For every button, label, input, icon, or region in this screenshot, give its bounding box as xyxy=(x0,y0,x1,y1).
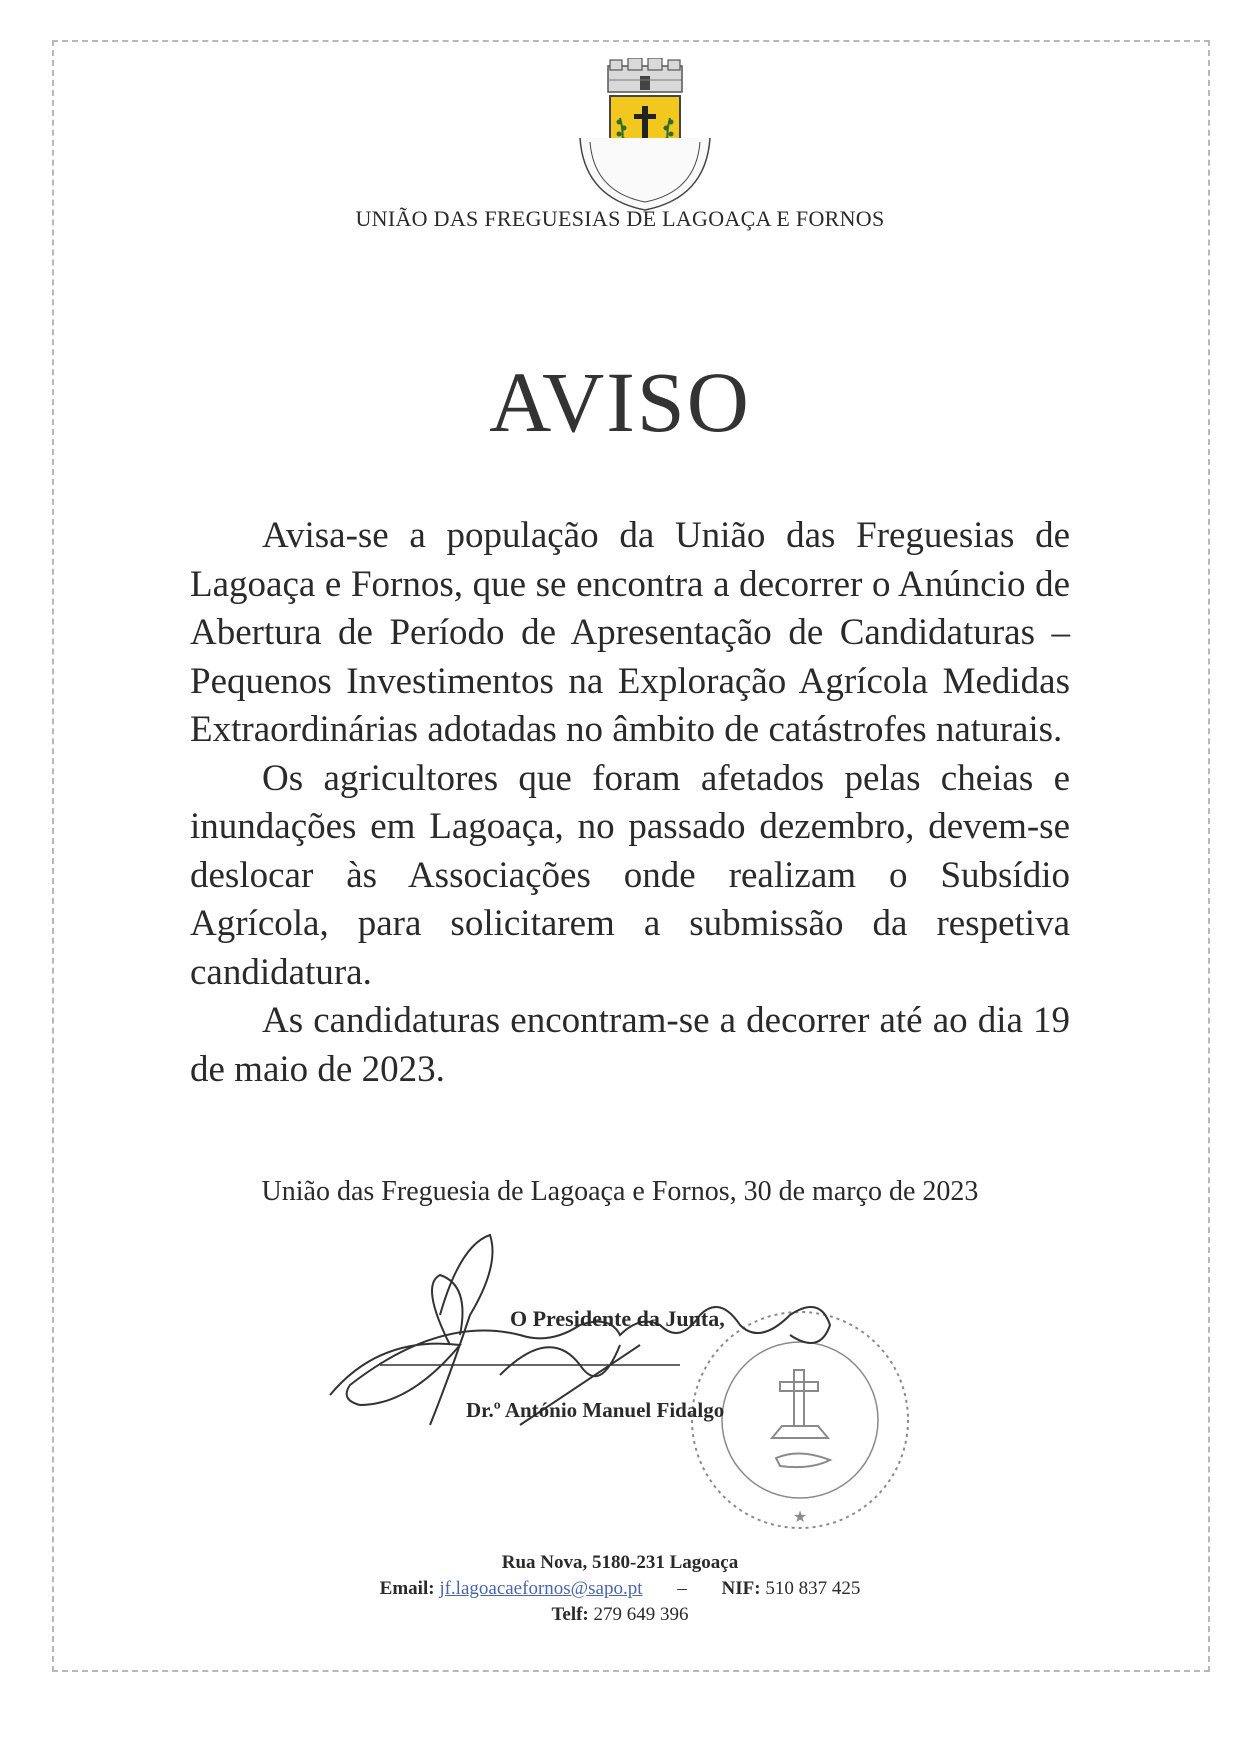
email-label: Email: xyxy=(379,1578,435,1599)
signatory-name: Dr.º António Manuel Fidalgo xyxy=(466,1398,725,1422)
notice-body xyxy=(190,512,1070,1094)
footer-phone-line xyxy=(0,1602,1240,1628)
separator: – xyxy=(677,1578,687,1599)
place-date-line: União das Freguesia de Lagoaça e Fornos, 30 de março de 2023 xyxy=(261,1176,979,1207)
organization-name: UNIÃO DAS FREGUESIAS DE LAGOAÇA E FORNOS xyxy=(355,206,885,231)
page-title: AVISO xyxy=(489,354,751,450)
signatory-title: O Presidente da Junta, xyxy=(510,1306,725,1331)
phone-label: Telf: xyxy=(551,1604,589,1625)
footer-email-nif-line xyxy=(0,1576,1240,1602)
email-link[interactable]: jf.lagoacaefornos@sapo.pt xyxy=(439,1578,643,1599)
notice-paragraph-2: Os agricultores que foram afetados pelas cheias e inundações em Lagoaça, no passado dezembro, devem-se deslocar às Associações onde realizam o Subsídio Agrícola, para solicitarem a submissão da respetiva candidatura. xyxy=(190,757,1070,993)
nif-label: NIF: xyxy=(721,1578,761,1599)
phone-value: 279 649 396 xyxy=(593,1604,689,1625)
nif-value: 510 837 425 xyxy=(765,1578,861,1599)
notice-paragraph-1: Avisa-se a população da União das Freguesias de Lagoaça e Fornos, que se encontra a decorrer o Anúncio de Abertura de Período de Apresentação de Candidaturas – Pequenos Investimentos na Exploração Agrícola Medidas Extraordinárias adotadas no âmbito de catástrofes naturais. xyxy=(190,515,1070,750)
notice-paragraph-3: As candidaturas encontram-se a decorrer até ao dia 19 de maio de 2023. xyxy=(190,1000,1070,1090)
footer-address: Rua Nova, 5180-231 Lagoaça xyxy=(501,1552,739,1573)
footer-contact xyxy=(0,1550,1240,1628)
svg-text:★: ★ xyxy=(792,1507,808,1526)
coat-of-arms-logo xyxy=(570,58,720,218)
